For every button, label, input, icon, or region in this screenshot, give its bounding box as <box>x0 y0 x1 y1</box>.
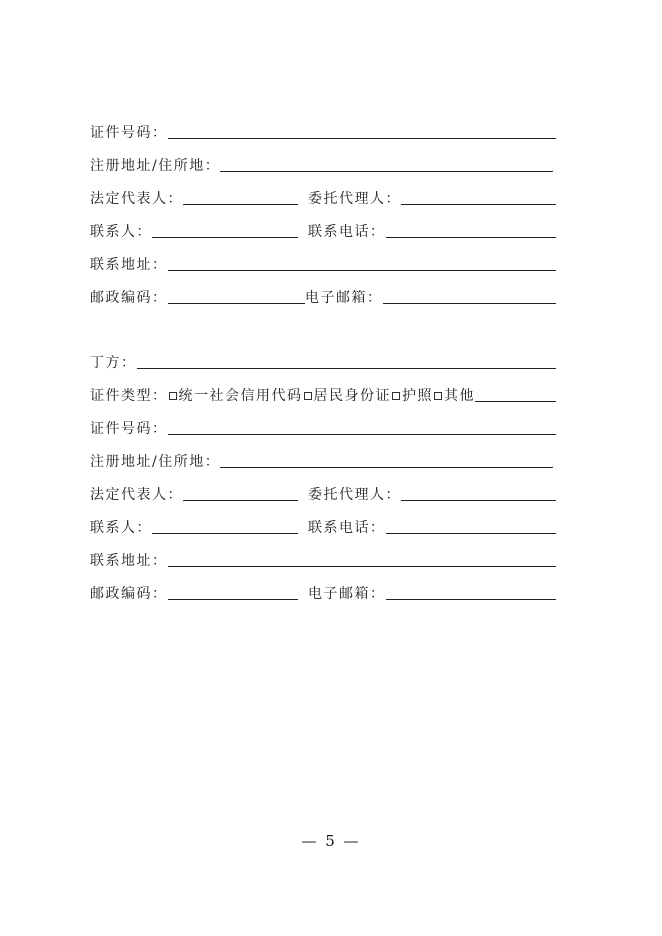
d-reg-address-row <box>90 449 553 471</box>
c-legal-rep-group <box>90 190 298 208</box>
d-postal-email-row <box>90 581 556 603</box>
d-email-field[interactable] <box>386 599 557 600</box>
d-option-passport[interactable] <box>391 387 433 405</box>
d-option-other-label: 其他 <box>444 388 475 404</box>
c-id-number-row <box>90 120 556 142</box>
c-contact-address-field[interactable] <box>168 270 557 271</box>
d-phone-label: 联系电话： <box>308 520 386 536</box>
checkbox-icon[interactable] <box>304 392 312 400</box>
checkbox-icon[interactable] <box>434 392 442 400</box>
page-number: — 5 — <box>301 832 361 850</box>
c-postal-label: 邮政编码： <box>90 290 168 306</box>
c-contact-address-label: 联系地址： <box>90 257 168 273</box>
c-email-label: 电子邮箱： <box>305 290 383 306</box>
d-postal-group <box>90 585 298 603</box>
d-contact-group <box>90 519 298 537</box>
d-rep-agent-row <box>90 482 556 504</box>
c-reg-address-field[interactable] <box>220 171 553 172</box>
c-contact-phone-row <box>90 219 556 241</box>
d-contact-address-field[interactable] <box>168 566 557 567</box>
d-legal-rep-field[interactable] <box>183 500 298 501</box>
d-postal-field[interactable] <box>168 599 299 600</box>
c-id-number-field[interactable] <box>168 138 557 139</box>
d-id-type-row <box>90 383 556 405</box>
d-reg-address-field[interactable] <box>220 467 553 468</box>
d-name-field[interactable] <box>137 368 557 369</box>
c-rep-agent-row <box>90 186 556 208</box>
checkbox-icon[interactable] <box>169 392 177 400</box>
d-agent-group <box>308 486 556 504</box>
c-phone-group <box>308 223 556 241</box>
c-legal-rep-label: 法定代表人： <box>90 191 183 207</box>
c-agent-field[interactable] <box>401 204 556 205</box>
d-other-field[interactable] <box>475 401 556 402</box>
c-agent-group <box>308 190 556 208</box>
d-phone-field[interactable] <box>386 533 557 534</box>
c-contact-field[interactable] <box>152 237 298 238</box>
c-email-group <box>305 289 556 307</box>
c-postal-field[interactable] <box>168 303 306 304</box>
d-title-row <box>90 350 556 372</box>
d-contact-address-label: 联系地址： <box>90 553 168 569</box>
d-id-type-label: 证件类型： <box>90 388 168 404</box>
d-option-id-card[interactable] <box>303 387 392 405</box>
c-postal-email-row <box>90 285 556 307</box>
checkbox-icon[interactable] <box>392 392 400 400</box>
d-contact-phone-row <box>90 515 556 537</box>
d-contact-field[interactable] <box>152 533 298 534</box>
d-contact-address-row <box>90 548 556 570</box>
d-id-number-row <box>90 416 556 438</box>
d-email-label: 电子邮箱： <box>308 586 386 602</box>
d-id-number-label: 证件号码： <box>90 421 168 437</box>
c-id-number-label: 证件号码： <box>90 125 168 141</box>
c-contact-label: 联系人： <box>90 224 152 240</box>
d-option-credit-code[interactable] <box>168 387 303 405</box>
d-option-credit-code-label: 统一社会信用代码 <box>178 388 303 404</box>
d-contact-label: 联系人： <box>90 520 152 536</box>
d-title-label: 丁方： <box>90 355 137 371</box>
d-id-number-field[interactable] <box>168 434 557 435</box>
c-contact-address-row <box>90 252 556 274</box>
c-phone-field[interactable] <box>386 237 557 238</box>
d-phone-group <box>308 519 556 537</box>
d-postal-label: 邮政编码： <box>90 586 168 602</box>
d-option-id-card-label: 居民身份证 <box>313 388 391 404</box>
d-option-other[interactable] <box>433 387 475 405</box>
d-reg-address-label: 注册地址/住所地： <box>90 454 221 470</box>
d-option-passport-label: 护照 <box>402 388 433 404</box>
c-phone-label: 联系电话： <box>308 224 386 240</box>
c-legal-rep-field[interactable] <box>183 204 298 205</box>
c-email-field[interactable] <box>383 303 557 304</box>
c-reg-address-row <box>90 153 553 175</box>
c-contact-group <box>90 223 298 241</box>
d-legal-rep-group <box>90 486 298 504</box>
c-postal-group <box>90 289 305 307</box>
c-reg-address-label: 注册地址/住所地： <box>90 158 221 174</box>
d-agent-label: 委托代理人： <box>308 487 401 503</box>
d-email-group <box>308 585 556 603</box>
c-agent-label: 委托代理人： <box>308 191 401 207</box>
d-agent-field[interactable] <box>401 500 556 501</box>
d-legal-rep-label: 法定代表人： <box>90 487 183 503</box>
